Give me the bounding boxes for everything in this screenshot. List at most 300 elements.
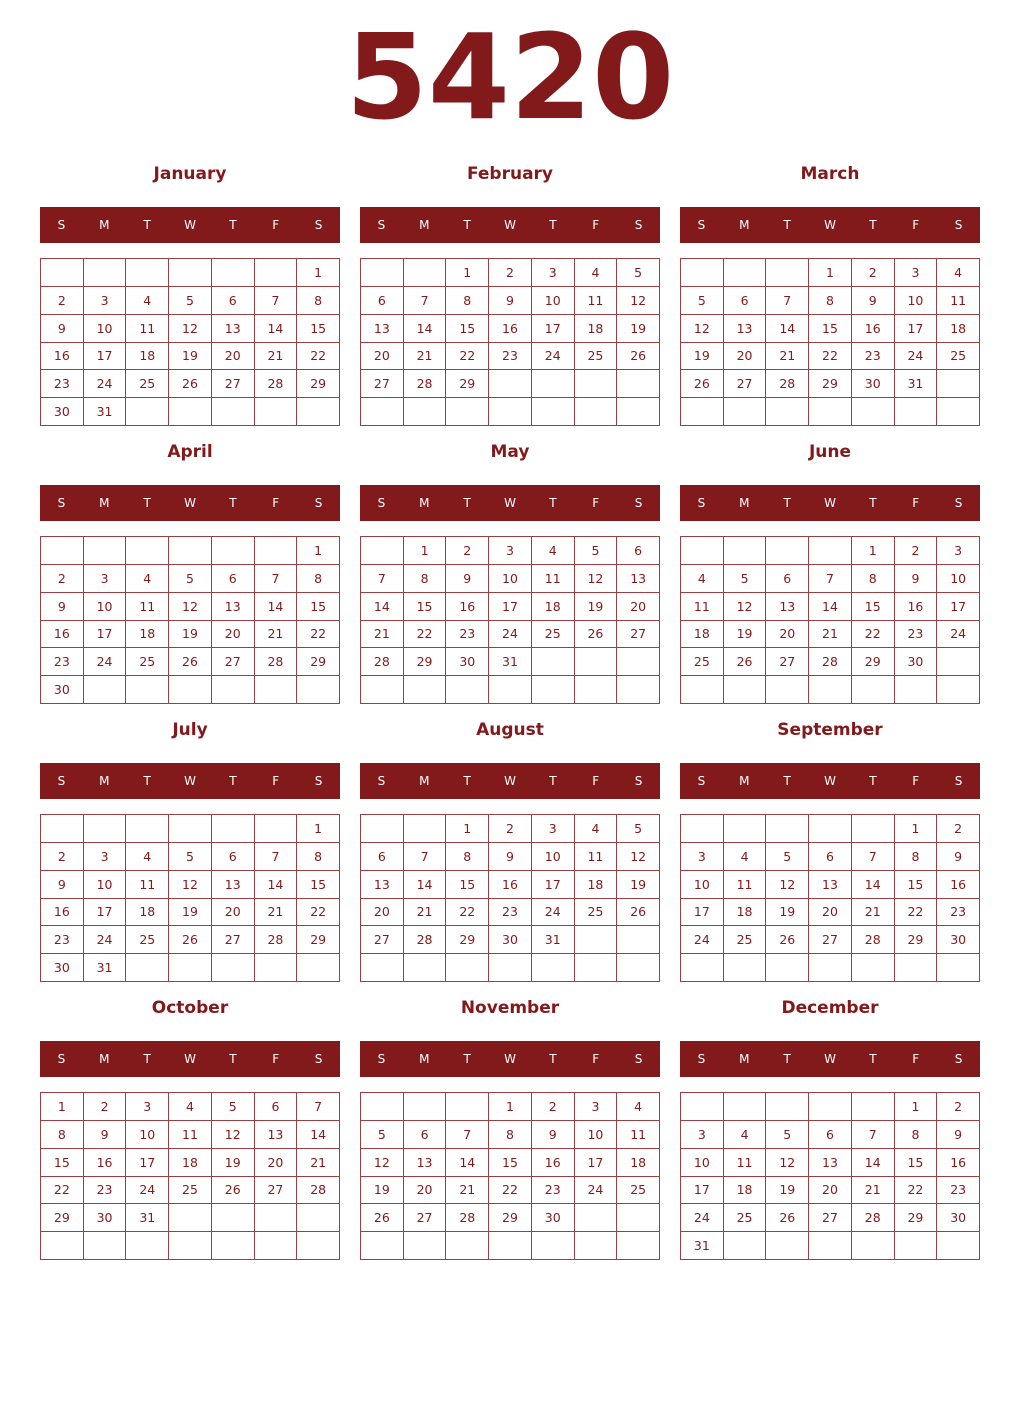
day-cell [169,1204,212,1232]
day-cell: 20 [361,343,404,371]
weekday-header [360,1041,660,1077]
day-cell: 5 [766,1121,809,1149]
weekday-label: S [697,774,706,788]
day-cell: 10 [84,315,127,343]
day-cell: 14 [361,593,404,621]
day-cell: 27 [617,621,660,649]
day-cell: 11 [724,871,767,899]
day-cell [532,370,575,398]
day-cell: 11 [169,1121,212,1149]
day-cell [126,398,169,426]
day-cell: 6 [809,1121,852,1149]
weekday-label: S [377,496,386,510]
day-cell: 30 [937,926,980,954]
day-cell: 19 [617,315,660,343]
day-cell: 8 [852,565,895,593]
day-cell: 23 [532,1177,575,1205]
day-cell: 27 [809,1204,852,1232]
day-cell: 1 [489,1093,532,1121]
day-cell: 18 [532,593,575,621]
day-cell: 13 [255,1121,298,1149]
weekday-label: S [57,1052,66,1066]
day-cell: 3 [895,259,938,287]
day-cell: 4 [126,843,169,871]
weekday-label: W [824,218,836,232]
day-cell: 14 [255,871,298,899]
day-cell: 17 [489,593,532,621]
day-cell: 17 [84,621,127,649]
day-cell: 19 [766,899,809,927]
day-cell [126,815,169,843]
day-cell: 13 [617,565,660,593]
month-name: April [167,442,213,462]
year-title: 5420 [345,8,675,146]
day-cell: 1 [297,815,340,843]
month-name: October [151,998,229,1018]
day-cell: 24 [532,899,575,927]
day-cell [681,815,724,843]
day-cell: 22 [297,343,340,371]
day-cell [852,954,895,982]
weekday-label: T [549,218,557,232]
weekday-header [680,763,980,799]
day-cell: 24 [937,621,980,649]
day-cell [617,1204,660,1232]
day-cell: 4 [126,565,169,593]
weekday-label: F [592,496,600,510]
day-cell: 10 [681,871,724,899]
day-cell: 9 [489,287,532,315]
day-cell: 16 [895,593,938,621]
day-cell: 21 [255,899,298,927]
day-cell: 26 [766,1204,809,1232]
day-cell: 23 [852,343,895,371]
day-cell [84,815,127,843]
day-cell: 17 [575,1149,618,1177]
day-cell: 29 [489,1204,532,1232]
day-cell [404,1232,447,1260]
day-cell: 20 [212,621,255,649]
day-cell: 4 [724,1121,767,1149]
day-cell: 28 [255,370,298,398]
day-cell: 4 [617,1093,660,1121]
day-cell [169,1232,212,1260]
day-cell: 8 [297,287,340,315]
day-cell: 5 [361,1121,404,1149]
day-cell: 25 [532,621,575,649]
day-cell [617,648,660,676]
day-cell [937,648,980,676]
weekday-label: S [954,774,963,788]
weekday-header [360,763,660,799]
day-cell: 17 [681,899,724,927]
day-cell: 24 [84,370,127,398]
day-cell: 14 [255,315,298,343]
day-cell: 27 [724,370,767,398]
weekday-label: F [272,1052,280,1066]
weekday-header [40,207,340,243]
weekday-header [680,485,980,521]
day-cell: 19 [724,621,767,649]
day-cell [766,1232,809,1260]
day-cell: 2 [41,565,84,593]
day-cell: 30 [895,648,938,676]
day-cell: 22 [404,621,447,649]
day-cell: 27 [766,648,809,676]
day-cell [532,648,575,676]
weekday-label: M [419,1052,430,1066]
day-cell: 7 [255,843,298,871]
weekday-label: T [869,496,877,510]
day-cell: 14 [766,315,809,343]
day-cell: 6 [361,843,404,871]
day-cell [766,954,809,982]
day-cell: 26 [575,621,618,649]
day-cell: 22 [895,1177,938,1205]
weekday-label: W [504,774,516,788]
day-cell [766,537,809,565]
day-cell: 25 [937,343,980,371]
day-cell: 8 [489,1121,532,1149]
weekday-header [360,485,660,521]
day-cell [724,1232,767,1260]
day-cell: 24 [575,1177,618,1205]
day-cell: 2 [446,537,489,565]
day-cell: 24 [126,1177,169,1205]
day-cell: 25 [126,370,169,398]
day-cell [852,815,895,843]
day-cell: 12 [766,1149,809,1177]
day-cell: 2 [852,259,895,287]
day-cell: 20 [809,899,852,927]
day-cell: 23 [84,1177,127,1205]
day-cell [41,815,84,843]
day-cell: 21 [809,621,852,649]
day-cell: 10 [489,565,532,593]
day-cell [255,676,298,704]
day-cell: 15 [446,871,489,899]
weekday-header [40,763,340,799]
day-cell: 13 [361,315,404,343]
day-cell: 21 [255,621,298,649]
day-cell [404,398,447,426]
day-cell: 10 [84,593,127,621]
day-cell: 5 [617,815,660,843]
weekday-header [680,1041,980,1077]
weekday-label: S [377,218,386,232]
day-cell [681,954,724,982]
day-cell: 25 [575,343,618,371]
day-cell [212,815,255,843]
day-cell: 17 [126,1149,169,1177]
day-cell: 29 [297,648,340,676]
day-cell: 7 [809,565,852,593]
weekday-label: M [99,1052,110,1066]
day-cell: 2 [532,1093,575,1121]
day-cell [937,370,980,398]
day-cell [404,815,447,843]
day-cell: 18 [724,1177,767,1205]
day-cell: 15 [895,871,938,899]
day-cell: 28 [766,370,809,398]
day-cell: 21 [297,1149,340,1177]
day-cell [41,259,84,287]
day-cell [681,398,724,426]
day-cell: 22 [489,1177,532,1205]
day-cell: 15 [297,871,340,899]
day-cell: 16 [937,871,980,899]
day-cell: 31 [681,1232,724,1260]
day-cell: 3 [489,537,532,565]
weekday-label: T [869,774,877,788]
day-cell [937,398,980,426]
day-cell [212,954,255,982]
day-cell: 18 [937,315,980,343]
day-cell [297,398,340,426]
day-grid [680,258,980,426]
day-cell: 25 [169,1177,212,1205]
day-cell: 29 [297,926,340,954]
day-cell: 9 [937,843,980,871]
day-cell: 12 [212,1121,255,1149]
day-cell: 5 [212,1093,255,1121]
day-cell: 3 [84,843,127,871]
day-cell: 22 [446,343,489,371]
day-cell: 19 [766,1177,809,1205]
weekday-label: S [634,1052,643,1066]
weekday-label: S [314,1052,323,1066]
day-cell [532,1232,575,1260]
day-cell: 26 [169,370,212,398]
weekday-label: F [912,218,920,232]
day-cell: 24 [681,926,724,954]
day-cell: 7 [446,1121,489,1149]
day-cell [212,259,255,287]
day-cell [361,398,404,426]
day-cell [255,815,298,843]
day-cell: 18 [575,315,618,343]
day-cell: 20 [766,621,809,649]
day-cell: 26 [212,1177,255,1205]
day-cell: 20 [212,343,255,371]
day-cell: 27 [255,1177,298,1205]
day-cell [724,537,767,565]
day-cell [724,1093,767,1121]
day-cell: 20 [724,343,767,371]
day-cell [852,1093,895,1121]
day-cell [766,1093,809,1121]
day-cell: 23 [937,1177,980,1205]
day-cell: 26 [361,1204,404,1232]
day-cell: 24 [489,621,532,649]
day-grid [40,536,340,704]
day-cell: 23 [41,926,84,954]
weekday-label: S [634,496,643,510]
day-cell: 4 [169,1093,212,1121]
day-cell: 29 [41,1204,84,1232]
weekday-label: F [912,774,920,788]
day-cell [297,676,340,704]
day-cell: 15 [489,1149,532,1177]
day-cell: 16 [852,315,895,343]
day-cell: 30 [532,1204,575,1232]
day-cell: 11 [724,1149,767,1177]
day-cell: 19 [169,621,212,649]
day-cell [84,537,127,565]
day-cell: 20 [809,1177,852,1205]
day-cell [852,676,895,704]
weekday-label: M [419,218,430,232]
day-cell [404,676,447,704]
day-cell [446,954,489,982]
day-cell [404,1093,447,1121]
day-cell: 26 [169,648,212,676]
day-cell: 21 [404,343,447,371]
weekday-label: T [229,1052,237,1066]
day-cell [575,926,618,954]
day-cell: 6 [212,843,255,871]
day-cell [532,398,575,426]
day-cell [766,398,809,426]
day-cell: 24 [84,648,127,676]
day-cell: 11 [575,843,618,871]
day-cell: 7 [255,287,298,315]
day-cell [575,1232,618,1260]
day-cell: 17 [532,315,575,343]
day-cell: 5 [766,843,809,871]
weekday-label: M [419,496,430,510]
day-cell: 12 [766,871,809,899]
day-cell: 18 [169,1149,212,1177]
weekday-label: F [592,218,600,232]
day-cell [126,1232,169,1260]
day-cell: 18 [724,899,767,927]
day-cell: 7 [297,1093,340,1121]
day-cell: 23 [41,648,84,676]
weekday-label: T [229,496,237,510]
day-cell: 7 [404,287,447,315]
day-cell: 29 [404,648,447,676]
day-cell: 30 [41,954,84,982]
day-cell: 31 [532,926,575,954]
day-cell: 30 [41,676,84,704]
day-cell: 3 [84,565,127,593]
day-cell: 19 [617,871,660,899]
day-cell: 23 [41,370,84,398]
day-cell: 8 [297,843,340,871]
day-cell: 4 [937,259,980,287]
day-cell: 14 [297,1121,340,1149]
day-cell: 14 [852,1149,895,1177]
day-grid [40,814,340,982]
day-cell: 7 [852,1121,895,1149]
day-cell: 6 [766,565,809,593]
weekday-label: S [697,218,706,232]
weekday-label: W [504,218,516,232]
day-cell: 21 [852,1177,895,1205]
day-cell [724,398,767,426]
day-cell: 13 [809,1149,852,1177]
day-cell: 2 [41,287,84,315]
weekday-label: S [697,496,706,510]
weekday-label: M [99,496,110,510]
day-cell: 11 [937,287,980,315]
day-cell: 29 [446,926,489,954]
day-grid [40,258,340,426]
weekday-label: T [229,774,237,788]
day-cell: 8 [297,565,340,593]
day-cell [255,398,298,426]
day-cell [446,1232,489,1260]
day-cell: 9 [895,565,938,593]
day-cell: 5 [169,565,212,593]
day-cell [617,954,660,982]
weekday-label: T [143,218,151,232]
day-cell [489,370,532,398]
day-cell: 28 [852,926,895,954]
day-cell: 14 [404,315,447,343]
day-cell [937,676,980,704]
day-cell: 16 [41,899,84,927]
day-cell: 17 [681,1177,724,1205]
weekday-label: T [143,496,151,510]
day-grid [360,536,660,704]
day-cell: 21 [852,899,895,927]
day-cell: 9 [489,843,532,871]
day-cell: 26 [617,343,660,371]
day-cell [617,676,660,704]
day-cell: 1 [809,259,852,287]
day-cell [681,1093,724,1121]
weekday-label: S [314,496,323,510]
day-cell: 19 [361,1177,404,1205]
weekday-label: F [272,774,280,788]
day-cell [617,398,660,426]
day-cell: 1 [852,537,895,565]
day-cell: 20 [212,899,255,927]
day-cell: 15 [852,593,895,621]
day-cell: 19 [169,343,212,371]
day-cell: 11 [126,593,169,621]
weekday-label: T [463,218,471,232]
day-cell: 31 [489,648,532,676]
weekday-label: T [463,774,471,788]
weekday-label: T [783,774,791,788]
weekday-label: S [954,218,963,232]
day-grid [360,814,660,982]
day-cell [809,954,852,982]
day-cell: 9 [41,315,84,343]
day-cell: 11 [617,1121,660,1149]
day-cell: 28 [255,926,298,954]
day-cell: 6 [809,843,852,871]
weekday-label: F [272,218,280,232]
weekday-label: W [184,496,196,510]
day-cell: 6 [212,565,255,593]
day-cell: 15 [446,315,489,343]
day-cell: 4 [575,815,618,843]
weekday-label: S [377,774,386,788]
weekday-label: M [739,496,750,510]
day-cell [766,676,809,704]
day-cell: 16 [532,1149,575,1177]
day-cell [255,1204,298,1232]
day-cell [212,398,255,426]
day-cell: 8 [809,287,852,315]
day-cell [361,1093,404,1121]
day-cell: 7 [361,565,404,593]
day-cell: 16 [41,343,84,371]
